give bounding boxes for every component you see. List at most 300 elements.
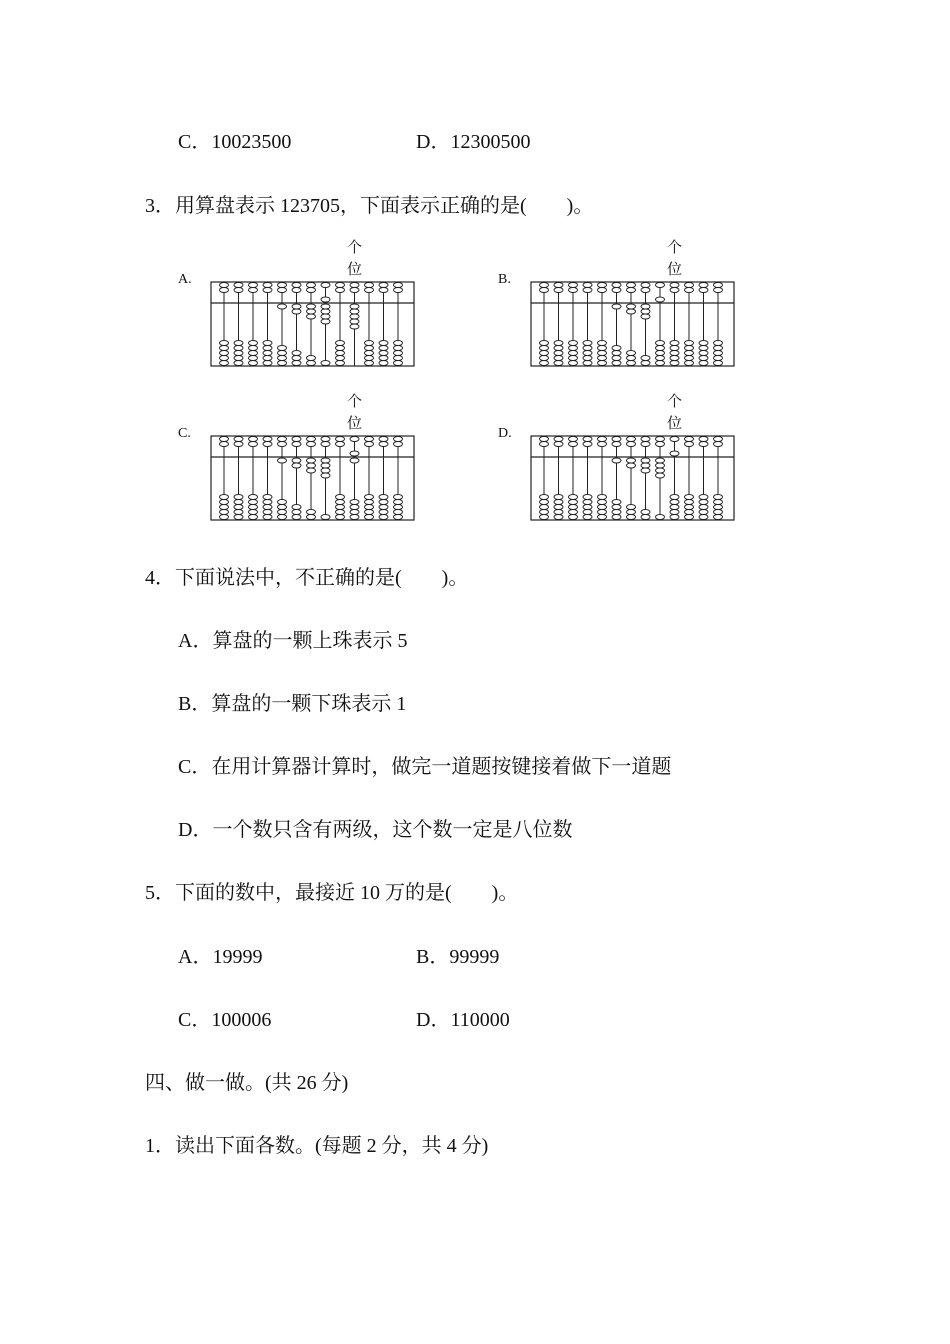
lower-bead bbox=[612, 346, 621, 351]
upper-bead bbox=[598, 442, 607, 447]
lower-bead bbox=[554, 505, 563, 510]
lower-bead bbox=[321, 361, 330, 366]
lower-bead bbox=[685, 510, 694, 515]
lower-bead bbox=[598, 346, 607, 351]
upper-bead bbox=[627, 437, 636, 442]
lower-bead bbox=[365, 351, 374, 356]
lower-bead bbox=[540, 356, 549, 361]
upper-bead bbox=[641, 288, 650, 293]
lower-bead bbox=[656, 468, 665, 473]
q4-option-a: A．算盘的一颗上珠表示 5 bbox=[178, 630, 408, 652]
lower-bead bbox=[670, 341, 679, 346]
upper-bead bbox=[394, 283, 403, 288]
lower-bead bbox=[220, 346, 229, 351]
digit-label-bottom: 位 bbox=[346, 260, 363, 278]
lower-bead bbox=[278, 304, 287, 309]
lower-bead bbox=[627, 458, 636, 463]
upper-bead bbox=[379, 437, 388, 442]
lower-bead bbox=[379, 351, 388, 356]
lower-bead bbox=[350, 319, 359, 324]
lower-bead bbox=[598, 351, 607, 356]
lower-bead bbox=[699, 361, 708, 366]
lower-bead bbox=[336, 351, 345, 356]
abacus-svg bbox=[498, 390, 738, 522]
upper-bead bbox=[249, 437, 258, 442]
lower-bead bbox=[583, 500, 592, 505]
lower-bead bbox=[714, 505, 723, 510]
upper-bead bbox=[350, 288, 359, 293]
lower-bead bbox=[685, 515, 694, 520]
lower-bead bbox=[656, 341, 665, 346]
upper-bead bbox=[249, 442, 258, 447]
lower-bead bbox=[234, 515, 243, 520]
lower-bead bbox=[699, 356, 708, 361]
upper-bead bbox=[249, 283, 258, 288]
upper-bead bbox=[540, 442, 549, 447]
lower-bead bbox=[540, 341, 549, 346]
lower-bead bbox=[627, 505, 636, 510]
lower-bead bbox=[234, 495, 243, 500]
lower-bead bbox=[554, 351, 563, 356]
lower-bead bbox=[278, 500, 287, 505]
lower-bead bbox=[699, 346, 708, 351]
lower-bead bbox=[394, 515, 403, 520]
lower-bead bbox=[321, 515, 330, 520]
lower-bead bbox=[598, 356, 607, 361]
upper-bead bbox=[583, 283, 592, 288]
lower-bead bbox=[612, 500, 621, 505]
lower-bead bbox=[554, 515, 563, 520]
section-4-q1: 1．读出下面各数。(每题 2 分，共 4 分) bbox=[145, 1135, 489, 1157]
lower-bead bbox=[627, 309, 636, 314]
upper-bead bbox=[554, 288, 563, 293]
lower-bead bbox=[583, 351, 592, 356]
lower-bead bbox=[714, 500, 723, 505]
lower-bead bbox=[307, 458, 316, 463]
upper-bead bbox=[278, 283, 287, 288]
lower-bead bbox=[569, 361, 578, 366]
lower-bead bbox=[336, 361, 345, 366]
lower-bead bbox=[307, 309, 316, 314]
lower-bead bbox=[612, 351, 621, 356]
lower-bead bbox=[714, 515, 723, 520]
upper-bead bbox=[234, 288, 243, 293]
lower-bead bbox=[336, 346, 345, 351]
upper-bead bbox=[220, 442, 229, 447]
lower-bead bbox=[569, 346, 578, 351]
lower-bead bbox=[292, 304, 301, 309]
lower-bead bbox=[220, 495, 229, 500]
lower-bead bbox=[321, 468, 330, 473]
upper-bead bbox=[220, 288, 229, 293]
abacus-label: D. bbox=[498, 426, 512, 441]
lower-bead bbox=[670, 356, 679, 361]
lower-bead bbox=[554, 346, 563, 351]
lower-bead bbox=[307, 468, 316, 473]
lower-bead bbox=[685, 500, 694, 505]
lower-bead bbox=[350, 324, 359, 329]
lower-bead bbox=[336, 495, 345, 500]
lower-bead bbox=[670, 515, 679, 520]
upper-bead bbox=[699, 437, 708, 442]
lower-bead bbox=[699, 495, 708, 500]
lower-bead bbox=[336, 510, 345, 515]
lower-bead bbox=[656, 361, 665, 366]
lower-bead bbox=[598, 510, 607, 515]
lower-bead bbox=[394, 356, 403, 361]
q4-option-c: C．在用计算器计算时，做完一道题按键接着做下一道题 bbox=[178, 756, 672, 778]
upper-bead bbox=[394, 437, 403, 442]
lower-bead bbox=[627, 351, 636, 356]
lower-bead bbox=[350, 505, 359, 510]
lower-bead bbox=[641, 309, 650, 314]
upper-bead bbox=[234, 442, 243, 447]
digit-label-bottom: 位 bbox=[346, 414, 363, 432]
lower-bead bbox=[278, 458, 287, 463]
upper-bead bbox=[670, 451, 679, 456]
lower-bead bbox=[234, 510, 243, 515]
lower-bead bbox=[583, 515, 592, 520]
lower-bead bbox=[554, 500, 563, 505]
upper-bead bbox=[336, 442, 345, 447]
lower-bead bbox=[554, 510, 563, 515]
lower-bead bbox=[249, 346, 258, 351]
lower-bead bbox=[569, 510, 578, 515]
lower-bead bbox=[612, 510, 621, 515]
lower-bead bbox=[292, 515, 301, 520]
lower-bead bbox=[598, 515, 607, 520]
lower-bead bbox=[656, 515, 665, 520]
upper-bead bbox=[699, 283, 708, 288]
lower-bead bbox=[336, 505, 345, 510]
digit-label-top: 个 bbox=[666, 392, 683, 410]
lower-bead bbox=[263, 495, 272, 500]
q5-option-b: B．99999 bbox=[416, 946, 500, 968]
lower-bead bbox=[699, 351, 708, 356]
upper-bead bbox=[350, 437, 359, 442]
lower-bead bbox=[249, 515, 258, 520]
lower-bead bbox=[685, 346, 694, 351]
upper-bead bbox=[583, 288, 592, 293]
upper-bead bbox=[569, 288, 578, 293]
abacus-svg bbox=[178, 390, 418, 522]
lower-bead bbox=[278, 505, 287, 510]
lower-bead bbox=[379, 361, 388, 366]
lower-bead bbox=[699, 510, 708, 515]
lower-bead bbox=[263, 505, 272, 510]
lower-bead bbox=[627, 463, 636, 468]
lower-bead bbox=[685, 351, 694, 356]
lower-bead bbox=[612, 505, 621, 510]
lower-bead bbox=[321, 304, 330, 309]
abacus-label: C. bbox=[178, 426, 191, 441]
upper-bead bbox=[540, 283, 549, 288]
abacus-option-a bbox=[178, 236, 418, 368]
upper-bead bbox=[656, 437, 665, 442]
lower-bead bbox=[263, 515, 272, 520]
section-4-title: 四、做一做。(共 26 分) bbox=[145, 1072, 349, 1094]
lower-bead bbox=[278, 510, 287, 515]
lower-bead bbox=[554, 361, 563, 366]
abacus-svg bbox=[178, 236, 418, 368]
lower-bead bbox=[278, 361, 287, 366]
lower-bead bbox=[220, 356, 229, 361]
lower-bead bbox=[365, 515, 374, 520]
lower-bead bbox=[656, 473, 665, 478]
lower-bead bbox=[627, 361, 636, 366]
lower-bead bbox=[292, 510, 301, 515]
upper-bead bbox=[612, 288, 621, 293]
lower-bead bbox=[670, 505, 679, 510]
lower-bead bbox=[641, 304, 650, 309]
lower-bead bbox=[249, 505, 258, 510]
upper-bead bbox=[263, 283, 272, 288]
lower-bead bbox=[394, 351, 403, 356]
lower-bead bbox=[321, 314, 330, 319]
upper-bead bbox=[627, 442, 636, 447]
upper-bead bbox=[569, 442, 578, 447]
upper-bead bbox=[569, 283, 578, 288]
upper-bead bbox=[641, 283, 650, 288]
lower-bead bbox=[699, 515, 708, 520]
lower-bead bbox=[365, 510, 374, 515]
lower-bead bbox=[685, 495, 694, 500]
lower-bead bbox=[336, 341, 345, 346]
lower-bead bbox=[292, 505, 301, 510]
upper-bead bbox=[350, 451, 359, 456]
upper-bead bbox=[263, 437, 272, 442]
lower-bead bbox=[365, 500, 374, 505]
upper-bead bbox=[321, 442, 330, 447]
upper-bead bbox=[263, 288, 272, 293]
lower-bead bbox=[379, 515, 388, 520]
lower-bead bbox=[336, 515, 345, 520]
lower-bead bbox=[292, 463, 301, 468]
lower-bead bbox=[220, 351, 229, 356]
upper-bead bbox=[278, 288, 287, 293]
upper-bead bbox=[249, 288, 258, 293]
lower-bead bbox=[350, 314, 359, 319]
lower-bead bbox=[583, 510, 592, 515]
lower-bead bbox=[220, 510, 229, 515]
lower-bead bbox=[598, 341, 607, 346]
lower-bead bbox=[292, 458, 301, 463]
lower-bead bbox=[307, 356, 316, 361]
lower-bead bbox=[365, 505, 374, 510]
lower-bead bbox=[394, 510, 403, 515]
lower-bead bbox=[540, 500, 549, 505]
abacus-svg bbox=[498, 236, 738, 368]
lower-bead bbox=[699, 500, 708, 505]
upper-bead bbox=[336, 288, 345, 293]
lower-bead bbox=[714, 351, 723, 356]
lower-bead bbox=[670, 351, 679, 356]
abacus-option-c bbox=[178, 390, 418, 522]
lower-bead bbox=[627, 515, 636, 520]
lower-bead bbox=[670, 495, 679, 500]
q5-option-a: A．19999 bbox=[178, 946, 263, 968]
upper-bead bbox=[365, 442, 374, 447]
lower-bead bbox=[379, 500, 388, 505]
lower-bead bbox=[569, 495, 578, 500]
lower-bead bbox=[307, 361, 316, 366]
lower-bead bbox=[292, 309, 301, 314]
upper-bead bbox=[598, 283, 607, 288]
lower-bead bbox=[263, 500, 272, 505]
upper-bead bbox=[234, 437, 243, 442]
lower-bead bbox=[307, 314, 316, 319]
lower-bead bbox=[394, 361, 403, 366]
lower-bead bbox=[554, 341, 563, 346]
lower-bead bbox=[249, 341, 258, 346]
upper-bead bbox=[350, 283, 359, 288]
lower-bead bbox=[336, 500, 345, 505]
lower-bead bbox=[365, 356, 374, 361]
upper-bead bbox=[554, 283, 563, 288]
q5-stem: 5．下面的数中，最接近 10 万的是( )。 bbox=[145, 882, 519, 904]
upper-bead bbox=[365, 283, 374, 288]
upper-bead bbox=[540, 288, 549, 293]
upper-bead bbox=[714, 288, 723, 293]
upper-bead bbox=[598, 437, 607, 442]
upper-bead bbox=[321, 283, 330, 288]
q2-option-c: C．10023500 bbox=[178, 131, 292, 153]
upper-bead bbox=[292, 437, 301, 442]
lower-bead bbox=[670, 346, 679, 351]
lower-bead bbox=[714, 356, 723, 361]
lower-bead bbox=[569, 351, 578, 356]
lower-bead bbox=[685, 356, 694, 361]
q4-option-d: D．一个数只含有两级，这个数一定是八位数 bbox=[178, 819, 573, 841]
upper-bead bbox=[321, 437, 330, 442]
lower-bead bbox=[583, 495, 592, 500]
lower-bead bbox=[292, 356, 301, 361]
lower-bead bbox=[321, 463, 330, 468]
lower-bead bbox=[612, 515, 621, 520]
lower-bead bbox=[220, 500, 229, 505]
lower-bead bbox=[394, 505, 403, 510]
lower-bead bbox=[263, 361, 272, 366]
upper-bead bbox=[627, 288, 636, 293]
upper-bead bbox=[641, 437, 650, 442]
lower-bead bbox=[220, 341, 229, 346]
lower-bead bbox=[627, 356, 636, 361]
lower-bead bbox=[307, 515, 316, 520]
abacus-label: B. bbox=[498, 272, 511, 287]
upper-bead bbox=[278, 442, 287, 447]
lower-bead bbox=[249, 351, 258, 356]
lower-bead bbox=[685, 361, 694, 366]
upper-bead bbox=[656, 283, 665, 288]
lower-bead bbox=[220, 505, 229, 510]
lower-bead bbox=[234, 341, 243, 346]
lower-bead bbox=[379, 356, 388, 361]
q4-stem: 4．下面说法中，不正确的是( )。 bbox=[145, 567, 469, 589]
upper-bead bbox=[583, 442, 592, 447]
lower-bead bbox=[278, 515, 287, 520]
lower-bead bbox=[263, 510, 272, 515]
lower-bead bbox=[612, 458, 621, 463]
lower-bead bbox=[699, 341, 708, 346]
lower-bead bbox=[656, 356, 665, 361]
lower-bead bbox=[641, 314, 650, 319]
abacus-option-d bbox=[498, 390, 738, 522]
upper-bead bbox=[365, 437, 374, 442]
upper-bead bbox=[627, 283, 636, 288]
lower-bead bbox=[350, 458, 359, 463]
upper-bead bbox=[554, 437, 563, 442]
lower-bead bbox=[278, 346, 287, 351]
lower-bead bbox=[554, 356, 563, 361]
upper-bead bbox=[670, 283, 679, 288]
digit-label-top: 个 bbox=[666, 238, 683, 256]
lower-bead bbox=[350, 500, 359, 505]
lower-bead bbox=[394, 500, 403, 505]
lower-bead bbox=[583, 505, 592, 510]
lower-bead bbox=[540, 495, 549, 500]
lower-bead bbox=[641, 468, 650, 473]
upper-bead bbox=[583, 437, 592, 442]
lower-bead bbox=[540, 346, 549, 351]
q4-option-b: B．算盘的一颗下珠表示 1 bbox=[178, 693, 407, 715]
lower-bead bbox=[336, 356, 345, 361]
lower-bead bbox=[583, 356, 592, 361]
lower-bead bbox=[641, 463, 650, 468]
lower-bead bbox=[292, 351, 301, 356]
upper-bead bbox=[379, 288, 388, 293]
lower-bead bbox=[263, 341, 272, 346]
lower-bead bbox=[670, 361, 679, 366]
lower-bead bbox=[583, 341, 592, 346]
lower-bead bbox=[249, 510, 258, 515]
lower-bead bbox=[292, 361, 301, 366]
upper-bead bbox=[685, 442, 694, 447]
upper-bead bbox=[292, 283, 301, 288]
lower-bead bbox=[612, 304, 621, 309]
upper-bead bbox=[656, 442, 665, 447]
lower-bead bbox=[670, 510, 679, 515]
upper-bead bbox=[278, 437, 287, 442]
lower-bead bbox=[249, 500, 258, 505]
upper-bead bbox=[699, 442, 708, 447]
lower-bead bbox=[321, 458, 330, 463]
upper-bead bbox=[336, 283, 345, 288]
upper-bead bbox=[685, 437, 694, 442]
lower-bead bbox=[307, 463, 316, 468]
lower-bead bbox=[278, 356, 287, 361]
lower-bead bbox=[641, 356, 650, 361]
lower-bead bbox=[569, 356, 578, 361]
lower-bead bbox=[656, 458, 665, 463]
lower-bead bbox=[394, 346, 403, 351]
lower-bead bbox=[714, 346, 723, 351]
abacus-label: A. bbox=[178, 272, 192, 287]
upper-bead bbox=[612, 283, 621, 288]
upper-bead bbox=[307, 442, 316, 447]
lower-bead bbox=[263, 351, 272, 356]
upper-bead bbox=[379, 442, 388, 447]
lower-bead bbox=[685, 505, 694, 510]
lower-bead bbox=[569, 341, 578, 346]
lower-bead bbox=[670, 500, 679, 505]
lower-bead bbox=[656, 463, 665, 468]
lower-bead bbox=[394, 495, 403, 500]
upper-bead bbox=[554, 442, 563, 447]
upper-bead bbox=[234, 283, 243, 288]
lower-bead bbox=[350, 304, 359, 309]
q5-option-d: D．110000 bbox=[416, 1009, 510, 1031]
lower-bead bbox=[394, 341, 403, 346]
